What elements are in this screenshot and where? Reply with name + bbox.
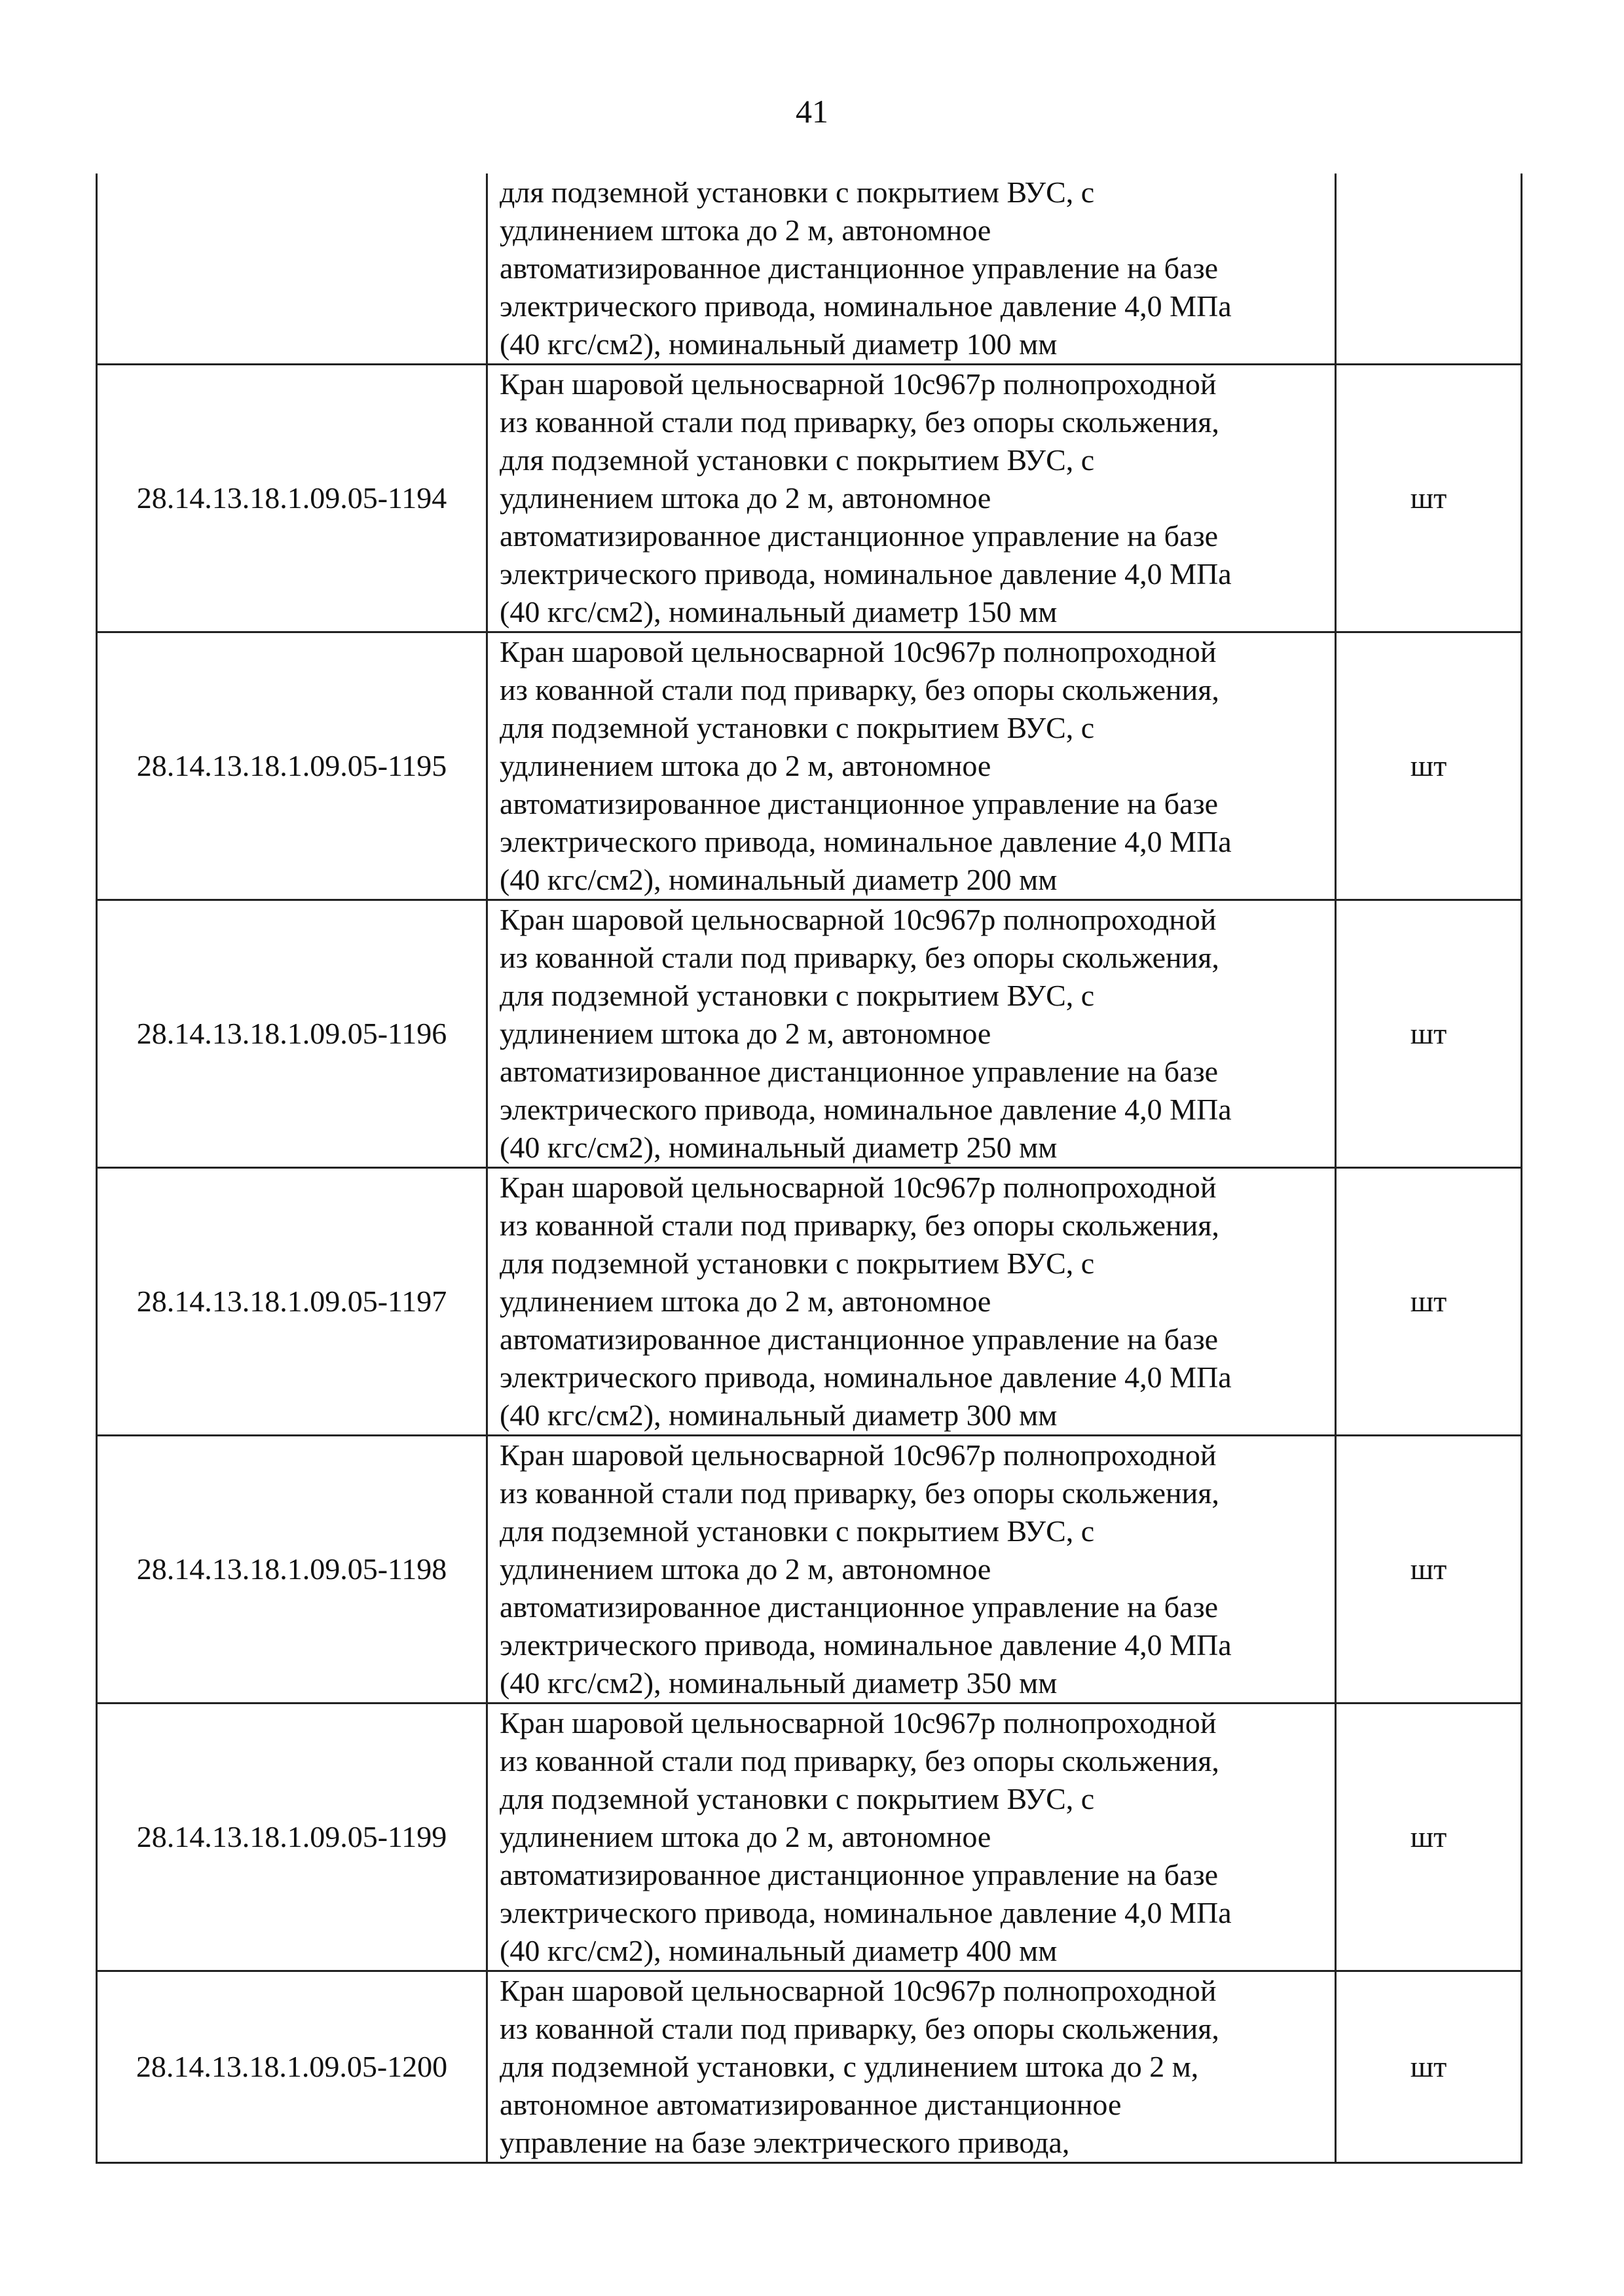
table-row [97, 365, 1522, 632]
resource-description: Кран шаровой цельносварной 10с967р полнопроходной из кованной стали под приварку, без опоры скольжения, для подземной установки с покрытием ВУС, с удлинением штока до 2 м, автономное автоматизированное дистанционное управление на базе электрического привода, номинальное давление 4,0 МПа (40 кгс/см2), номинальный диаметр 400 мм [487, 1704, 1336, 1971]
resource-code: 28.14.13.18.1.09.05-1197 [97, 1168, 487, 1436]
unit-of-measure: шт [1336, 365, 1522, 632]
resource-code: 28.14.13.18.1.09.05-1200 [97, 1971, 487, 2163]
resource-code: 28.14.13.18.1.09.05-1194 [97, 365, 487, 632]
resource-table [96, 173, 1522, 2164]
unit-of-measure: шт [1336, 1436, 1522, 1704]
unit-of-measure [1336, 173, 1522, 365]
table-row [97, 632, 1522, 900]
table-row [97, 1971, 1522, 2163]
resource-code: 28.14.13.18.1.09.05-1199 [97, 1704, 487, 1971]
resource-description: Кран шаровой цельносварной 10с967р полнопроходной из кованной стали под приварку, без опоры скольжения, для подземной установки с покрытием ВУС, с удлинением штока до 2 м, автономное автоматизированное дистанционное управление на базе электрического привода, номинальное давление 4,0 МПа (40 кгс/см2), номинальный диаметр 200 мм [487, 632, 1336, 900]
table-row [97, 900, 1522, 1168]
table-row [97, 173, 1522, 365]
resource-code: 28.14.13.18.1.09.05-1195 [97, 632, 487, 900]
resource-description: Кран шаровой цельносварной 10с967р полнопроходной из кованной стали под приварку, без опоры скольжения, для подземной установки с покрытием ВУС, с удлинением штока до 2 м, автономное автоматизированное дистанционное управление на базе электрического привода, номинальное давление 4,0 МПа (40 кгс/см2), номинальный диаметр 350 мм [487, 1436, 1336, 1704]
page-number: 41 [796, 93, 828, 130]
table-row [97, 1436, 1522, 1704]
resource-description: Кран шаровой цельносварной 10с967р полнопроходной из кованной стали под приварку, без опоры скольжения, для подземной установки с покрытием ВУС, с удлинением штока до 2 м, автономное автоматизированное дистанционное управление на базе электрического привода, номинальное давление 4,0 МПа (40 кгс/см2), номинальный диаметр 250 мм [487, 900, 1336, 1168]
unit-of-measure: шт [1336, 1168, 1522, 1436]
unit-of-measure: шт [1336, 1971, 1522, 2163]
table-row [97, 1704, 1522, 1971]
resource-description: Кран шаровой цельносварной 10с967р полнопроходной из кованной стали под приварку, без опоры скольжения, для подземной установки, с удлинением штока до 2 м, автономное автоматизированное дистанционное управление на базе электрического привода, [487, 1971, 1336, 2163]
resource-description: для подземной установки с покрытием ВУС, с удлинением штока до 2 м, автономное автоматизированное дистанционное управление на базе электрического привода, номинальное давление 4,0 МПа (40 кгс/см2), номинальный диаметр 100 мм [487, 173, 1336, 365]
unit-of-measure: шт [1336, 632, 1522, 900]
unit-of-measure: шт [1336, 900, 1522, 1168]
resource-code [97, 173, 487, 365]
resource-description: Кран шаровой цельносварной 10с967р полнопроходной из кованной стали под приварку, без опоры скольжения, для подземной установки с покрытием ВУС, с удлинением штока до 2 м, автономное автоматизированное дистанционное управление на базе электрического привода, номинальное давление 4,0 МПа (40 кгс/см2), номинальный диаметр 150 мм [487, 365, 1336, 632]
resource-description: Кран шаровой цельносварной 10с967р полнопроходной из кованной стали под приварку, без опоры скольжения, для подземной установки с покрытием ВУС, с удлинением штока до 2 м, автономное автоматизированное дистанционное управление на базе электрического привода, номинальное давление 4,0 МПа (40 кгс/см2), номинальный диаметр 300 мм [487, 1168, 1336, 1436]
resource-code: 28.14.13.18.1.09.05-1198 [97, 1436, 487, 1704]
resource-code: 28.14.13.18.1.09.05-1196 [97, 900, 487, 1168]
table-row [97, 1168, 1522, 1436]
unit-of-measure: шт [1336, 1704, 1522, 1971]
